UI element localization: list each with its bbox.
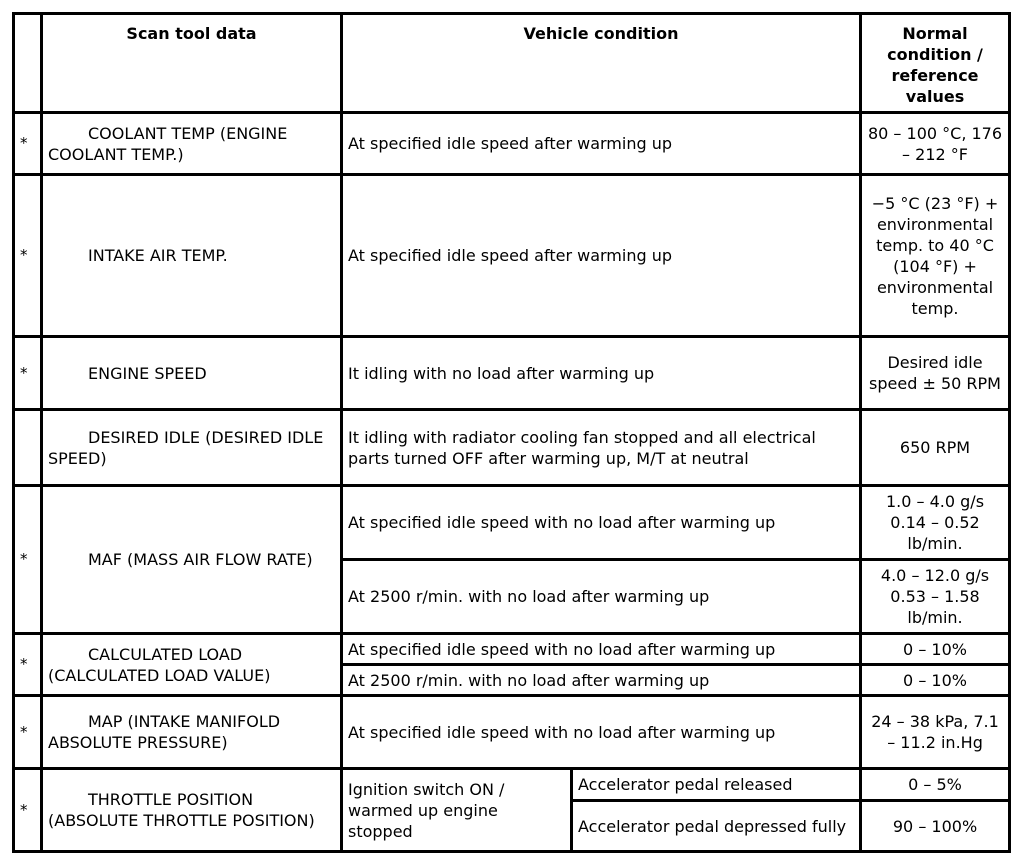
header-row	[14, 14, 1010, 113]
applicability-mark	[14, 410, 42, 486]
value-maf-idle: 1.0 – 4.0 g/s 0.14 – 0.52 lb/min.	[861, 486, 1010, 560]
condition-maf-idle: At specified idle speed with no load after warming up	[342, 486, 861, 560]
table-row-calculated-load-1	[14, 634, 1010, 665]
condition-intake-air-temp: At specified idle speed after warming up	[342, 175, 861, 337]
value-coolant-temp: 80 – 100 °C, 176 – 212 °F	[861, 113, 1010, 175]
table-row-desired-idle	[14, 410, 1010, 486]
table-row-intake-air-temp	[14, 175, 1010, 337]
condition-calculated-load-2500: At 2500 r/min. with no load after warming up	[342, 665, 861, 696]
table-row-map	[14, 696, 1010, 769]
header-scan-tool-data: Scan tool data	[42, 14, 342, 113]
applicability-mark: *	[14, 113, 42, 175]
table-row-engine-speed	[14, 337, 1010, 410]
applicability-mark: *	[14, 486, 42, 634]
condition-coolant-temp: At specified idle speed after warming up	[342, 113, 861, 175]
item-throttle-position: THROTTLE POSITION (ABSOLUTE THROTTLE POSITION)	[42, 769, 342, 852]
value-map: 24 – 38 kPa, 7.1 – 11.2 in.Hg	[861, 696, 1010, 769]
applicability-mark: *	[14, 696, 42, 769]
value-intake-air-temp: −5 °C (23 °F) + environmental temp. to 40 °C (104 °F) + environmental temp.	[861, 175, 1010, 337]
item-desired-idle: DESIRED IDLE (DESIRED IDLE SPEED)	[42, 410, 342, 486]
condition-maf-2500: At 2500 r/min. with no load after warming up	[342, 560, 861, 634]
condition-throttle-released: Accelerator pedal released	[572, 769, 861, 801]
condition-desired-idle: It idling with radiator cooling fan stopped and all electrical parts turned OFF after warming up, M/T at neutral	[342, 410, 861, 486]
value-calculated-load-idle: 0 – 10%	[861, 634, 1010, 665]
value-maf-2500: 4.0 – 12.0 g/s 0.53 – 1.58 lb/min.	[861, 560, 1010, 634]
applicability-mark: *	[14, 634, 42, 696]
value-throttle-depressed: 90 – 100%	[861, 801, 1010, 852]
value-desired-idle: 650 RPM	[861, 410, 1010, 486]
condition-throttle-main: Ignition switch ON / warmed up engine stopped	[342, 769, 572, 852]
condition-engine-speed: It idling with no load after warming up	[342, 337, 861, 410]
header-vehicle-condition: Vehicle condition	[342, 14, 861, 113]
header-mark-cell	[14, 14, 42, 113]
table-row-coolant-temp	[14, 113, 1010, 175]
table-row-throttle-1	[14, 769, 1010, 801]
item-map: MAP (INTAKE MANIFOLD ABSOLUTE PRESSURE)	[42, 696, 342, 769]
scan-tool-data-table	[12, 12, 1011, 853]
applicability-mark: *	[14, 769, 42, 852]
value-calculated-load-2500: 0 – 10%	[861, 665, 1010, 696]
value-engine-speed: Desired idle speed ± 50 RPM	[861, 337, 1010, 410]
item-calculated-load: CALCULATED LOAD (CALCULATED LOAD VALUE)	[42, 634, 342, 696]
item-intake-air-temp: INTAKE AIR TEMP.	[42, 175, 342, 337]
applicability-mark: *	[14, 337, 42, 410]
condition-map: At specified idle speed with no load after warming up	[342, 696, 861, 769]
header-normal-condition: Normal condition / reference values	[861, 14, 1010, 113]
item-maf: MAF (MASS AIR FLOW RATE)	[42, 486, 342, 634]
applicability-mark: *	[14, 175, 42, 337]
condition-throttle-depressed: Accelerator pedal depressed fully	[572, 801, 861, 852]
item-engine-speed: ENGINE SPEED	[42, 337, 342, 410]
value-throttle-released: 0 – 5%	[861, 769, 1010, 801]
item-coolant-temp: COOLANT TEMP (ENGINE COOLANT TEMP.)	[42, 113, 342, 175]
condition-calculated-load-idle: At specified idle speed with no load after warming up	[342, 634, 861, 665]
table-row-maf-1	[14, 486, 1010, 560]
